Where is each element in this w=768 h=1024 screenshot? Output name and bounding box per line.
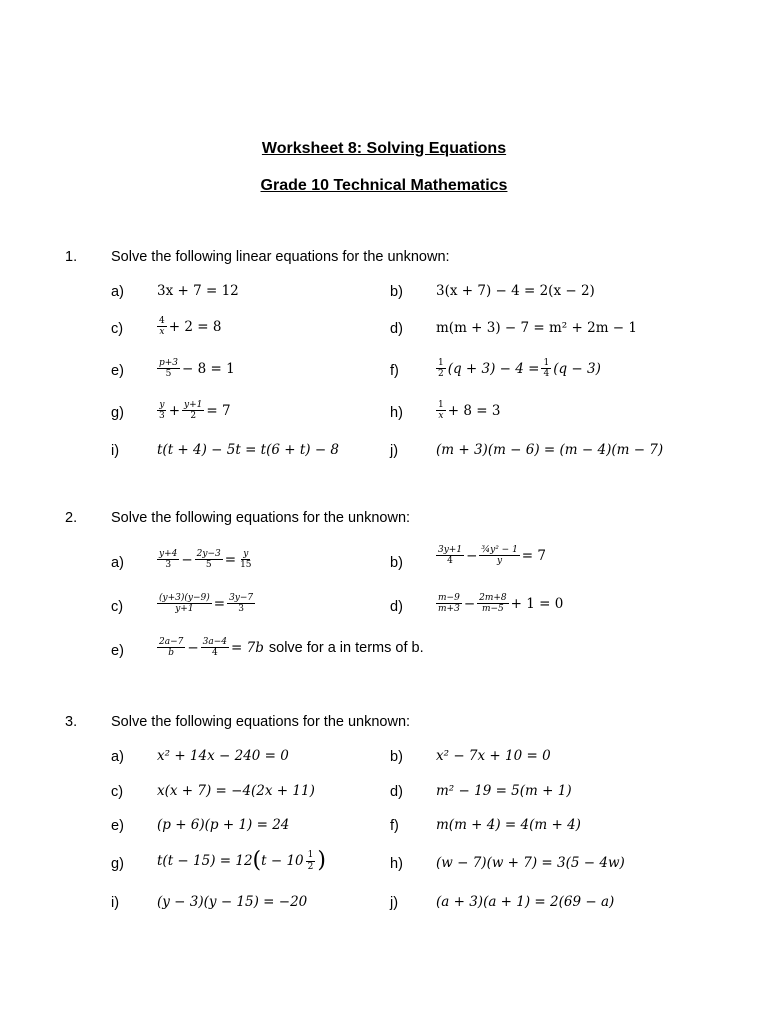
equation: t(t − 15) = 12 ( t − 10 $\frac{1}{2}$ ) — [157, 848, 326, 873]
part-label: g) — [111, 856, 124, 872]
equation: x² − 7x + 10 = 0 — [436, 748, 551, 764]
equation: (a + 3)(a + 1) = 2(69 − a) — [436, 894, 615, 910]
part-label: e) — [111, 818, 124, 834]
part-label: i) — [111, 895, 120, 911]
part-label: h) — [390, 856, 403, 872]
part-label: e) — [111, 643, 124, 659]
equation: $\frac{4}{x}$ + 2 = 8 — [159, 316, 222, 338]
equation: m² − 19 = 5(m + 1) — [436, 783, 572, 799]
part-label: b) — [390, 749, 403, 765]
question-number: 1. — [65, 249, 78, 265]
part-label: c) — [111, 321, 124, 337]
part-label: f) — [390, 818, 399, 834]
equation: $\frac{1}{2}$ (q + 3) − 4 = $\frac{1}{4}$ (q − 3) — [438, 358, 601, 380]
equation: (w − 7)(w + 7) = 3(5 − 4w) — [436, 855, 625, 871]
part-label: e) — [111, 363, 124, 379]
worksheet-title: Worksheet 8: Solving Equations — [261, 140, 507, 157]
question-instruction: Solve the following equations for the unknown: — [111, 714, 411, 730]
part-label: d) — [390, 784, 403, 800]
equation: m(m + 4) = 4(m + 4) — [436, 817, 581, 833]
part-label: d) — [390, 321, 403, 337]
part-label: h) — [390, 405, 403, 421]
part-label: b) — [390, 284, 403, 300]
question-instruction: Solve the following equations for the unknown: — [111, 510, 411, 526]
equation: $\frac{2a-7}{b}$ − $\frac{3a-4}{4}$ = 7b solve for a in terms of b. — [159, 637, 424, 659]
equation: $\frac{y}{3}$ + $\frac{y+1}{2}$ = 7 — [159, 400, 231, 422]
part-label: j) — [390, 443, 399, 459]
equation: $\frac{(y+3)(y-9)}{y+1}$ = $\frac{3y-7}{3}$ — [159, 593, 254, 615]
part-label: i) — [111, 443, 120, 459]
equation: 3(x + 7) − 4 = 2(x − 2) — [436, 283, 595, 299]
equation: $\frac{y+4}{3}$ − $\frac{2y-3}{5}$ = $\frac{y}{15}$ — [159, 549, 252, 571]
part-label: c) — [111, 784, 124, 800]
equation: x(x + 7) = −4(2x + 11) — [157, 783, 315, 799]
part-label: a) — [111, 749, 124, 765]
part-label: f) — [390, 363, 399, 379]
part-label: a) — [111, 555, 124, 571]
part-label: b) — [390, 555, 403, 571]
equation: (m + 3)(m − 6) = (m − 4)(m − 7) — [436, 442, 664, 458]
part-label: j) — [390, 895, 399, 911]
equation: $\frac{1}{x}$ + 8 = 3 — [438, 400, 501, 422]
part-label: d) — [390, 599, 403, 615]
part-label: a) — [111, 284, 124, 300]
equation: x² + 14x − 240 = 0 — [157, 748, 289, 764]
question-instruction: Solve the following linear equations for the unknown: — [111, 249, 450, 265]
worksheet-subtitle: Grade 10 Technical Mathematics — [260, 177, 508, 194]
equation: 3x + 7 = 12 — [157, 283, 239, 299]
equation: (y − 3)(y − 15) = −20 — [157, 894, 308, 910]
equation: $\frac{3y+1}{4}$ − $\frac{\text{¾y² − 1}}{y}$ = 7 — [438, 545, 546, 567]
equation: $\frac{m-9}{m+3}$ − $\frac{2m+8}{m-5}$ + 1 = 0 — [438, 593, 564, 615]
equation: $\frac{p+3}{5}$ − 8 = 1 — [159, 358, 235, 380]
part-label: g) — [111, 405, 124, 421]
question-number: 3. — [65, 714, 78, 730]
equation: t(t + 4) − 5t = t(6 + t) − 8 — [157, 442, 340, 458]
part-label: c) — [111, 599, 124, 615]
equation: (p + 6)(p + 1) = 24 — [157, 817, 290, 833]
equation-note: solve for a in terms of b. — [268, 639, 424, 656]
question-number: 2. — [65, 510, 78, 526]
equation: m(m + 3) − 7 = m² + 2m − 1 — [436, 320, 637, 336]
